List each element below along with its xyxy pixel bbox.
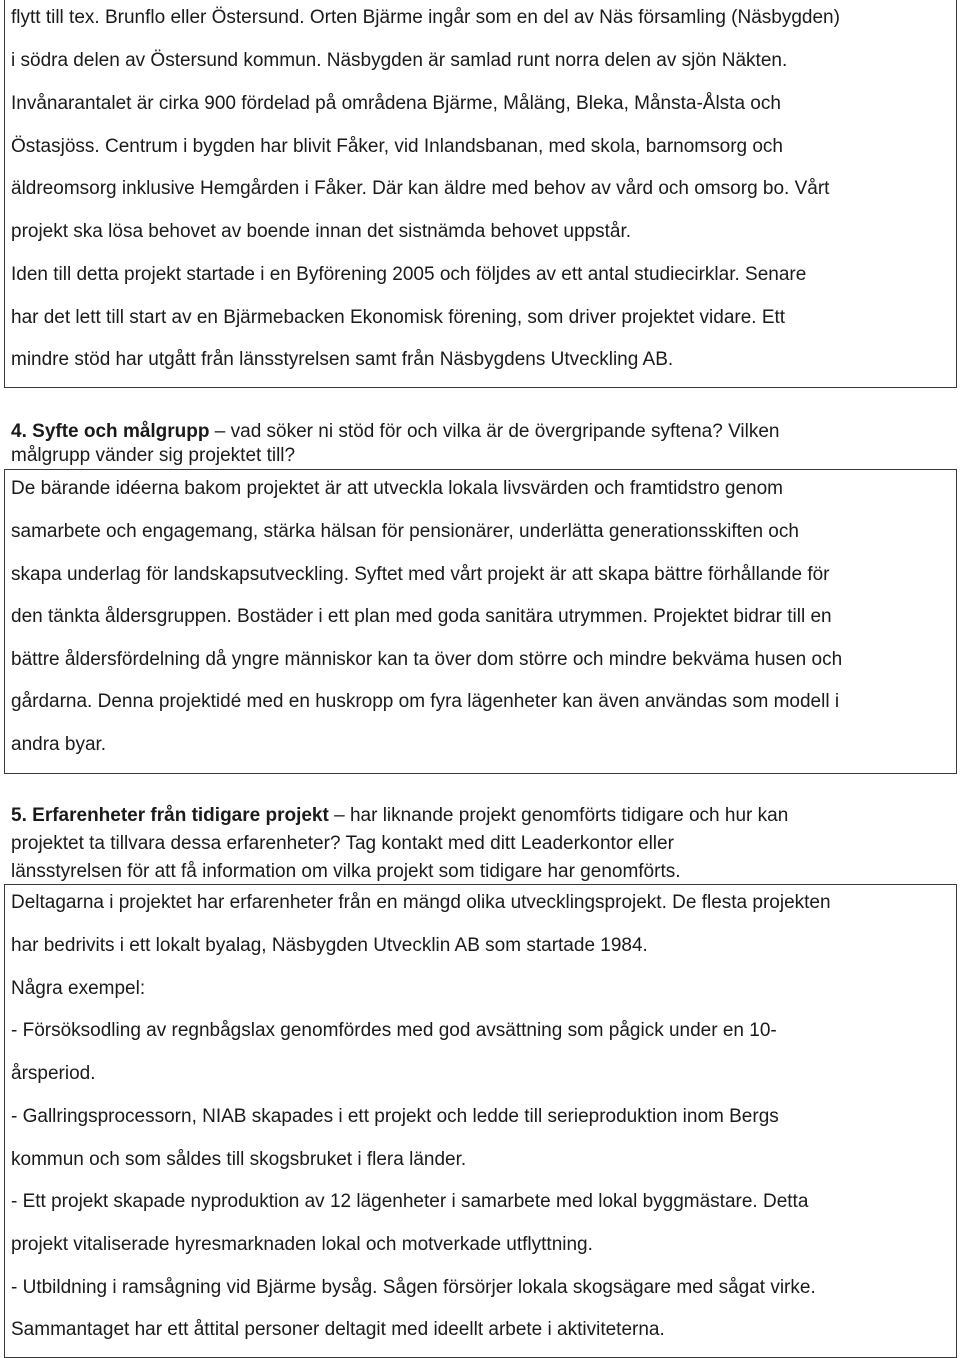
- section-5-question-cont: projektet ta tillvara dessa erfarenheter? Tag kontakt med ditt Leaderkontor eller: [11, 833, 674, 854]
- section-4-question: vad söker ni stöd för och vilka är de övergripande syftena? Vilken: [230, 421, 780, 442]
- section-4-heading: [11, 421, 779, 443]
- text-line: den tänkta åldersgruppen. Bostäder i ett plan med goda sanitära utrymmen. Projektet bidrar till en: [11, 606, 832, 627]
- text-line: har det lett till start av en Bjärmebacken Ekonomisk förening, som driver projektet vidare. Ett: [11, 307, 786, 328]
- text-line: Iden till detta projekt startade i en Byförening 2005 och följdes av ett antal studiecirklar. Senare: [11, 264, 807, 285]
- section-4-question-cont: målgrupp vänder sig projektet till?: [11, 445, 296, 466]
- text-line: har bedrivits i ett lokalt byalag, Näsbygden Utvecklin AB som startade 1984.: [11, 935, 648, 956]
- text-line: flytt till tex. Brunflo eller Östersund. Orten Bjärme ingår som en del av Näs församling (Näsbygden): [11, 7, 840, 28]
- section-4-title: Syfte och målgrupp: [32, 421, 210, 442]
- text-line: - Ett projekt skapade nyproduktion av 12 lägenheter i samarbete med lokal byggmästare. Detta: [11, 1191, 809, 1212]
- text-line: Deltagarna i projektet har erfarenheter från en mängd olika utvecklingsprojekt. De flesta projekten: [11, 892, 831, 913]
- text-line: mindre stöd har utgått från länsstyrelsen samt från Näsbygdens Utveckling AB.: [11, 349, 674, 370]
- text-line: projekt vitaliserade hyresmarknaden lokal och motverkade utflyttning.: [11, 1234, 593, 1255]
- section-5-number: 5.: [11, 805, 27, 826]
- text-line: i södra delen av Östersund kommun. Näsbygden är samlad runt norra delen av sjön Näkten.: [11, 50, 788, 71]
- text-line: - Försöksodling av regnbågslax genomfördes med god avsättning som pågick under en 10-: [11, 1020, 777, 1041]
- text-line: andra byar.: [11, 734, 107, 755]
- section-5-question: har liknande projekt genomförts tidigare och hur kan: [349, 805, 789, 826]
- section-5-question-cont: länsstyrelsen för att få information om vilka projekt som tidigare har genomförts.: [11, 861, 681, 882]
- text-line: Östasjöss. Centrum i bygden har blivit Fåker, vid Inlandsbanan, med skola, barnomsorg och: [11, 136, 783, 157]
- text-line: De bärande idéerna bakom projektet är att utveckla lokala livsvärden och framtidstro genom: [11, 478, 784, 499]
- text-line: - Gallringsprocessorn, NIAB skapades i ett projekt och ledde till serieproduktion inom Bergs: [11, 1106, 779, 1127]
- text-line: projekt ska lösa behovet av boende innan det sistnämda behovet uppstår.: [11, 221, 632, 242]
- section-4-number: 4.: [11, 421, 27, 442]
- text-line: Några exempel:: [11, 978, 146, 999]
- text-line: gårdarna. Denna projektidé med en huskropp om fyra lägenheter kan även användas som modell i: [11, 691, 840, 712]
- text-line: Sammantaget har ett åttital personer deltagit med ideellt arbete i aktiviteterna.: [11, 1319, 665, 1340]
- text-line: årsperiod.: [11, 1063, 96, 1084]
- text-line: skapa underlag för landskapsutveckling. Syftet med vårt projekt är att skapa bättre förhållande för: [11, 564, 830, 585]
- text-line: Invånarantalet är cirka 900 fördelad på områdena Bjärme, Måläng, Bleka, Månsta-Ålsta och: [11, 93, 781, 114]
- text-line: äldreomsorg inklusive Hemgården i Fåker. Där kan äldre med behov av vård och omsorg bo. Vårt: [11, 178, 830, 199]
- text-line: kommun och som såldes till skogsbruket i flera länder.: [11, 1149, 467, 1170]
- text-line: bättre åldersfördelning då yngre människor kan ta över dom större och mindre bekväma husen och: [11, 649, 843, 670]
- text-line: samarbete och engagemang, stärka hälsan för pensionärer, underlätta generationsskiften och: [11, 521, 799, 542]
- section-5-dash: –: [328, 805, 350, 826]
- section-5-title: Erfarenheter från tidigare projekt: [32, 805, 329, 826]
- text-line: - Utbildning i ramsågning vid Bjärme bysåg. Sågen försörjer lokala skogsägare med sågat virke.: [11, 1277, 816, 1298]
- section-5-heading: [11, 805, 788, 827]
- section-4-dash: –: [209, 421, 231, 442]
